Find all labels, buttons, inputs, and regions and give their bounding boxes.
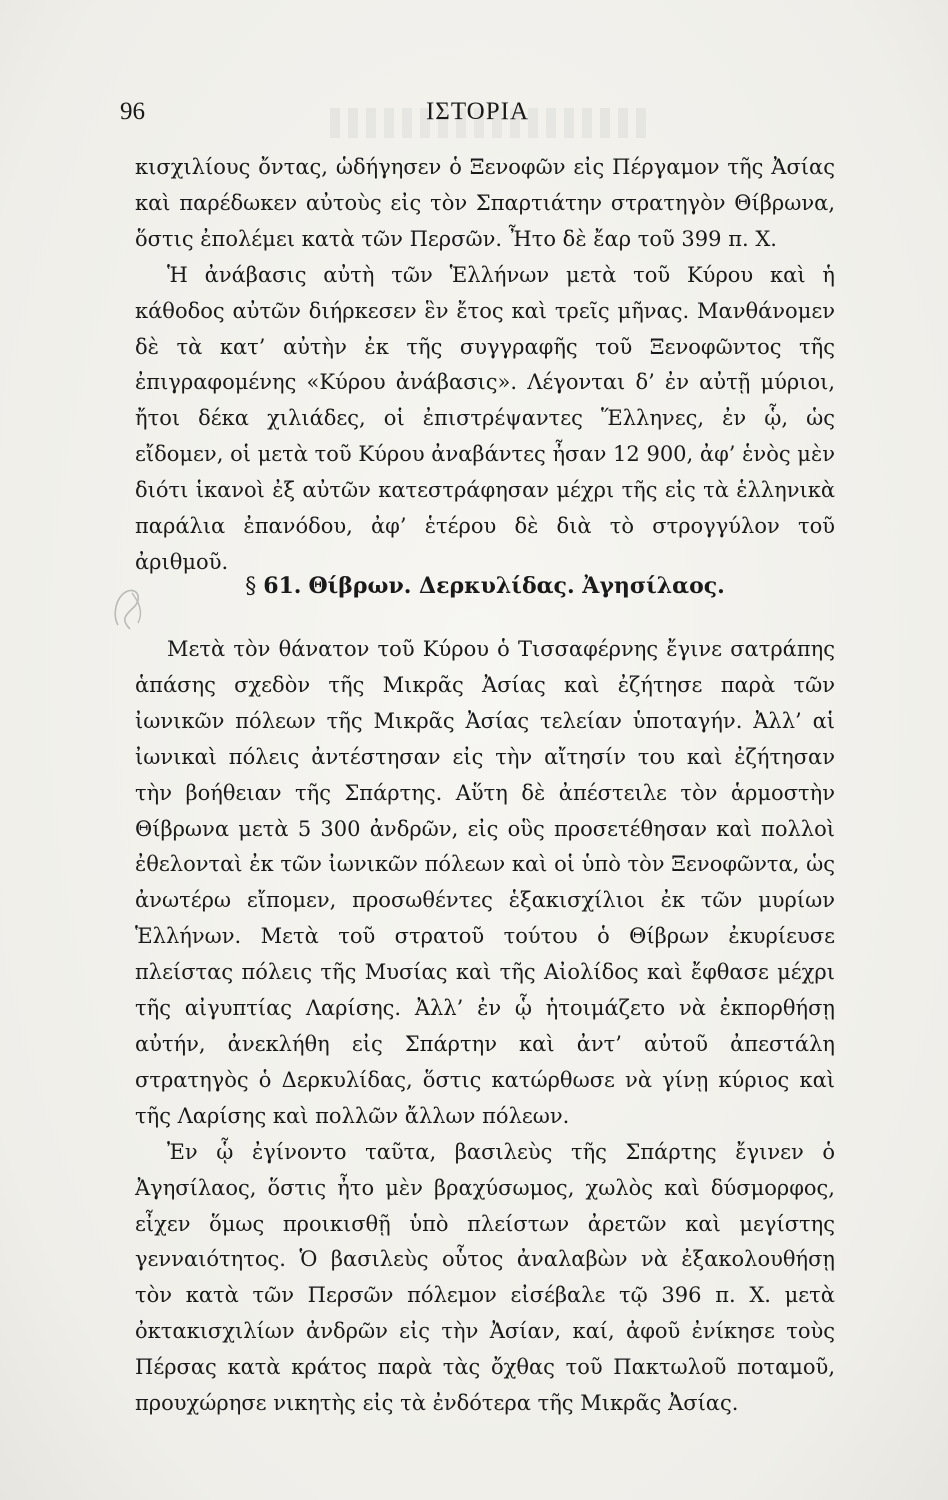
page-number: 96 — [120, 98, 145, 125]
paragraph-thibron: Μετὰ τὸν θάνατον τοῦ Κύρου ὁ Τισσαφέρνης ἔγινε σατράπης ἁπάσης σχεδὸν τῆς Μικρᾶς Ἀσίας καὶ ἐζήτησε παρὰ τῶν ἰωνικῶν πόλεων τῆς Μικρᾶς Ἀσίας τελείαν ὑποταγήν. Ἀλλ’ αἱ ἰωνικαὶ πόλεις ἀντέστησαν εἰς τὴν αἴτησίν του καὶ ἐζήτησαν τὴν βοήθειαν τῆς Σπάρτης. Αὕτη δὲ ἀπέστειλε τὸν ἁρμοστὴν Θίβρωνα μετὰ 5 300 ἀνδρῶν, εἰς οὓς προσετέθησαν καὶ πολλοὶ ἐθελονταὶ ἐκ τῶν ἰωνικῶν πόλεων καὶ οἱ ὑπὸ τὸν Ξενοφῶντα, ὡς ἀνωτέρω εἴπομεν, προσωθέντες ἑξακισχίλιοι ἐκ τῶν μυρίων Ἑλλήνων. Μετὰ τοῦ στρατοῦ τούτου ὁ Θίβρων ἐκυρίευσε πλείστας πόλεις τῆς Μυσίας καὶ τῆς Αἰολίδος καὶ ἔφθασε μέχρι τῆς αἰγυπτίας Λαρίσης. Ἀλλ’ ἐν ᾧ ἡτοιμάζετο νὰ ἐκπορθήσῃ αὐτήν, ἀνεκλήθη εἰς Σπάρτην καὶ ἀντ’ αὐτοῦ ἀπεστάλη στρατηγὸς ὁ Δερκυλίδας, ὅστις κατώρθωσε νὰ γίνῃ κύριος καὶ τῆς Λαρίσης καὶ πολλῶν ἄλλων πόλεων. — [135, 637, 835, 1128]
body-text-upper — [135, 150, 835, 581]
page-header — [120, 98, 835, 138]
body-text-lower — [135, 632, 835, 1422]
paragraph-agesilaus: Ἐν ᾧ ἐγίνοντο ταῦτα, βασιλεὺς τῆς Σπάρτης ἔγινεν ὁ Ἀγησίλαος, ὅστις ἦτο μὲν βραχύσωμος, χωλὸς καὶ δύσμορφος, εἶχεν ὅμως προικισθῇ ὑπὸ πλείστων ἀρετῶν καὶ μεγίστης γενναιότητος. Ὁ βασιλεὺς οὗτος ἀναλαβὼν νὰ ἐξακολουθήσῃ τὸν κατὰ τῶν Περσῶν πόλεμον εἰσέβαλε τῷ 396 π. Χ. μετὰ ὀκτακισχιλίων ἀνδρῶν εἰς τὴν Ἀσίαν, καί, ἀφοῦ ἐνίκησε τοὺς Πέρσας κατὰ κράτος παρὰ τὰς ὄχθας τοῦ Πακτωλοῦ ποταμοῦ, προυχώρησε νικητὴς εἰς τὰ ἐνδότερα τῆς Μικρᾶς Ἀσίας. — [135, 1139, 835, 1416]
paragraph-continued: κισχιλίους ὄντας, ὡδήγησεν ὁ Ξενοφῶν εἰς Πέργαμον τῆς Ἀσίας καὶ παρέδωκεν αὐτοὺς εἰς τὸν Σπαρτιάτην στρατηγὸν Θίβρωνα, ὅστις ἐπολέμει κατὰ τῶν Περσῶν. Ἦτο δὲ ἔαρ τοῦ 399 π. Χ. — [135, 155, 835, 251]
running-title: ΙΣΤΟΡΙΑ — [425, 98, 530, 125]
section-heading — [135, 571, 835, 602]
section-title: Θίβρων. Δερκυλίδας. Ἀγησίλαος. — [308, 573, 725, 599]
paragraph-anabasis: Ἡ ἀνάβασις αὐτὴ τῶν Ἑλλήνων μετὰ τοῦ Κύρου καὶ ἡ κάθοδος αὐτῶν διήρκεσεν ἓν ἔτος καὶ τρεῖς μῆνας. Μανθάνομεν δὲ τὰ κατ’ αὐτὴν ἐκ τῆς συγγραφῆς τοῦ Ξενοφῶντος τῆς ἐπιγραφομένης «Κύρου ἀνάβασις». Λέγονται δ’ ἐν αὐτῇ μύριοι, ἤτοι δέκα χιλιάδες, οἱ ἐπιστρέψαντες Ἕλληνες, ἐν ᾧ, ὡς εἴδομεν, οἱ μετὰ τοῦ Κύρου ἀναβάντες ἦσαν 12 900, ἀφ’ ἑνὸς μὲν διότι ἱκανοὶ ἐξ αὐτῶν κατεστράφησαν μέχρι τῆς εἰς τὰ ἑλληνικὰ παράλια ἐπανόδου, ἀφ’ ἑτέρου δὲ διὰ τὸ στρογγύλον τοῦ ἀριθμοῦ. — [135, 262, 835, 574]
section-symbol: § — [245, 574, 257, 599]
section-number: 61. — [263, 573, 302, 599]
